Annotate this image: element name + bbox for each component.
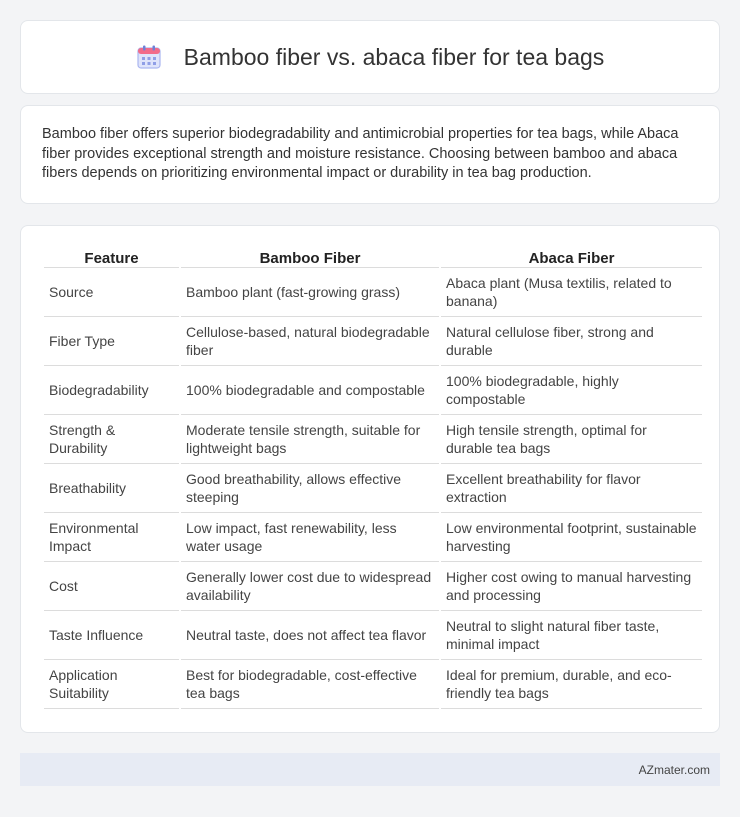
bamboo-cell: Low impact, fast renewability, less water usage [181,513,439,562]
table-row [44,366,702,415]
footer-brand: AZmater.com [638,762,710,777]
bamboo-cell: Moderate tensile strength, suitable for lightweight bags [181,415,439,464]
bamboo-cell: Good breathability, allows effective steeping [181,464,439,513]
bamboo-cell: Generally lower cost due to widespread availability [181,562,439,611]
table-row [44,611,702,660]
header-abaca-fiber: Abaca Fiber [441,246,702,268]
table-row [44,513,702,562]
intro-text: Bamboo fiber offers superior biodegradability and antimicrobial properties for tea bags, while Abaca fiber provides exceptional strength and moisture resistance. Choosing between bamboo and abaca fibers depends on prioritizing environmental impact or durability in tea bag production. [42,126,679,181]
table-header-row [44,246,702,268]
calendar-icon [136,44,162,70]
intro-card [20,105,720,204]
header-feature: Feature [44,246,179,268]
bamboo-cell: 100% biodegradable and compostable [181,366,439,415]
abaca-cell: Neutral to slight natural fiber taste, minimal impact [441,611,702,660]
abaca-cell: 100% biodegradable, highly compostable [441,366,702,415]
feature-cell: Application Suitability [44,660,179,709]
bamboo-cell: Neutral taste, does not affect tea flavor [181,611,439,660]
feature-cell: Environmental Impact [44,513,179,562]
header-bamboo-fiber: Bamboo Fiber [181,246,439,268]
feature-cell: Biodegradability [44,366,179,415]
abaca-cell: Higher cost owing to manual harvesting and processing [441,562,702,611]
comparison-table-card [20,225,720,733]
table-row [44,415,702,464]
feature-cell: Strength & Durability [44,415,179,464]
title-wrap [136,44,605,71]
abaca-cell: Ideal for premium, durable, and eco-friendly tea bags [441,660,702,709]
abaca-cell: Natural cellulose fiber, strong and durable [441,317,702,366]
table-row [44,562,702,611]
abaca-cell: High tensile strength, optimal for durable tea bags [441,415,702,464]
bamboo-cell: Best for biodegradable, cost-effective tea bags [181,660,439,709]
feature-cell: Taste Influence [44,611,179,660]
table-row [44,268,702,317]
abaca-cell: Low environmental footprint, sustainable harvesting [441,513,702,562]
table-row [44,660,702,709]
title-card [20,20,720,94]
feature-cell: Breathability [44,464,179,513]
bamboo-cell: Cellulose-based, natural biodegradable fiber [181,317,439,366]
abaca-cell: Abaca plant (Musa textilis, related to banana) [441,268,702,317]
table-row [44,464,702,513]
bamboo-cell: Bamboo plant (fast-growing grass) [181,268,439,317]
comparison-table [42,246,704,709]
feature-cell: Fiber Type [44,317,179,366]
abaca-cell: Excellent breathability for flavor extraction [441,464,702,513]
feature-cell: Source [44,268,179,317]
feature-cell: Cost [44,562,179,611]
page-title: Bamboo fiber vs. abaca fiber for tea bags [183,43,605,70]
footer [20,753,720,786]
table-row [44,317,702,366]
